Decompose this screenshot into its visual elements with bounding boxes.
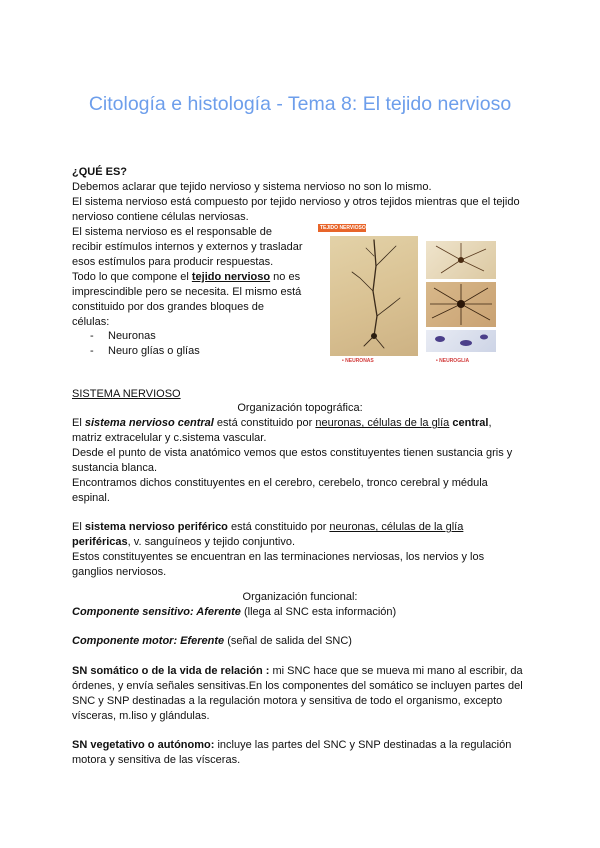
subheading-org-funcional: Organización funcional: <box>242 591 358 603</box>
glia-micrograph-2 <box>426 282 496 327</box>
section-heading-sistema-nervioso: SISTEMA NERVIOSO <box>72 388 181 400</box>
glia-micrograph-1 <box>426 241 496 279</box>
text-run: (llega al SNC esta información) <box>240 606 397 618</box>
paragraph-line: matriz extracelular y c.sistema vascular. <box>72 432 267 444</box>
paragraph-line <box>72 535 295 550</box>
paragraph-line <box>72 270 300 285</box>
list-item-label: Neuronas <box>108 330 156 342</box>
page-title: Citología e histología - Tema 8: El tejido nervioso <box>88 93 512 115</box>
text-run: incluye las partes del SNC y SNP destinadas a la regulación <box>214 739 512 751</box>
paragraph-line: Encontramos dichos constituyentes en el cerebro, cerebelo, tronco cerebral y médula <box>72 477 488 489</box>
text-run: El <box>72 521 85 533</box>
neuron-drawing <box>330 236 418 356</box>
paragraph-line <box>72 416 492 431</box>
neural-tissue-figure <box>318 224 510 364</box>
text-run: , <box>488 417 492 429</box>
paragraph-line <box>72 738 511 753</box>
glia-drawing-3 <box>426 330 496 352</box>
text-run: está constituido por <box>227 521 330 533</box>
figure-tag: TEJIDO NERVIOSO <box>320 225 366 231</box>
bullet-dash: - <box>90 345 94 357</box>
neuron-micrograph <box>330 236 418 356</box>
paragraph-line: vísceras, m.liso y glándulas. <box>72 710 210 722</box>
motor-term: Componente motor: Eferente <box>72 635 225 647</box>
paragraph-line <box>72 634 352 649</box>
underlined-text: neuronas, células de la glía <box>329 521 464 533</box>
paragraph-line: constituido por dos grandes bloques de <box>72 301 265 313</box>
list-item-label: Neuro glías o glías <box>108 345 200 357</box>
text-run: no es <box>270 271 301 283</box>
paragraph-line: ganglios nerviosos. <box>72 566 167 578</box>
glia-micrograph-3 <box>426 330 496 352</box>
paragraph-line: El sistema nervioso es el responsable de <box>72 226 272 238</box>
paragraph-line <box>72 605 396 620</box>
subheading-org-topografica: Organización topográfica: <box>237 402 363 414</box>
section-heading-que-es: ¿QUÉ ES? <box>72 166 128 178</box>
text-run: El <box>72 417 85 429</box>
text-run: está constituido por <box>213 417 316 429</box>
paragraph-line: Estos constituyentes se encuentran en las terminaciones nerviosas, los nervios y los <box>72 551 485 563</box>
paragraph-line: esos estímulos para producir respuestas. <box>72 256 274 268</box>
paragraph-line: órdenes, y envía señales sensitivas.En los componentes del somático se incluyen partes del <box>72 680 523 692</box>
paragraph-line: Debemos aclarar que tejido nervioso y sistema nervioso no son lo mismo. <box>72 181 432 193</box>
paragraph-line: Desde el punto de vista anatómico vemos que estos constituyentes tienen sustancia gris y <box>72 447 513 459</box>
glia-drawing-2 <box>426 282 496 327</box>
somatic-term: SN somático o de la vida de relación : <box>72 665 270 677</box>
text-run: Todo lo que compone el <box>72 271 192 283</box>
paragraph-line: sustancia blanca. <box>72 462 157 474</box>
paragraph-line: motora y sensitiva de las vísceras. <box>72 754 241 766</box>
snp-term: sistema nervioso periférico <box>84 521 228 533</box>
bold-text: central <box>452 417 489 429</box>
sensory-term: Componente sensitivo: Aferente <box>72 606 241 618</box>
paragraph-line: SNC y SNP destinadas a la regulación motora y sensitiva de todo el organismo, excepto <box>72 695 503 707</box>
text-run: mi SNC hace que se mueva mi mano al escribir, da <box>269 665 523 677</box>
list-item <box>90 344 200 359</box>
bold-text: periféricas <box>72 536 128 548</box>
vegetative-term: SN vegetativo o autónomo: <box>72 739 215 751</box>
paragraph-line: células: <box>72 316 110 328</box>
figure-caption-neuroglia: • NEUROGLIA <box>436 358 470 364</box>
paragraph-line: nervioso contiene células nerviosas. <box>72 211 249 223</box>
glia-drawing-1 <box>426 241 496 279</box>
bullet-dash: - <box>90 330 94 342</box>
paragraph-line: El sistema nervioso está compuesto por tejido nervioso y otros tejidos mientras que el tejido <box>72 196 520 208</box>
tejido-nervioso-term: tejido nervioso <box>191 271 271 283</box>
paragraph-line <box>72 520 463 535</box>
snc-term: sistema nervioso central <box>84 417 214 429</box>
paragraph-line: imprescindible pero se necesita. El mismo está <box>72 286 302 298</box>
list-item <box>90 329 156 344</box>
text-run: , v. sanguíneos y tejido conjuntivo. <box>127 536 295 548</box>
paragraph-line <box>72 664 523 679</box>
figure-caption-neuronas: • NEURONAS <box>342 358 374 364</box>
text-run: (señal de salida del SNC) <box>224 635 352 647</box>
paragraph-line: recibir estímulos internos y externos y trasladar <box>72 241 303 253</box>
paragraph-line: espinal. <box>72 492 110 504</box>
underlined-text: neuronas, células de la glía <box>315 417 450 429</box>
